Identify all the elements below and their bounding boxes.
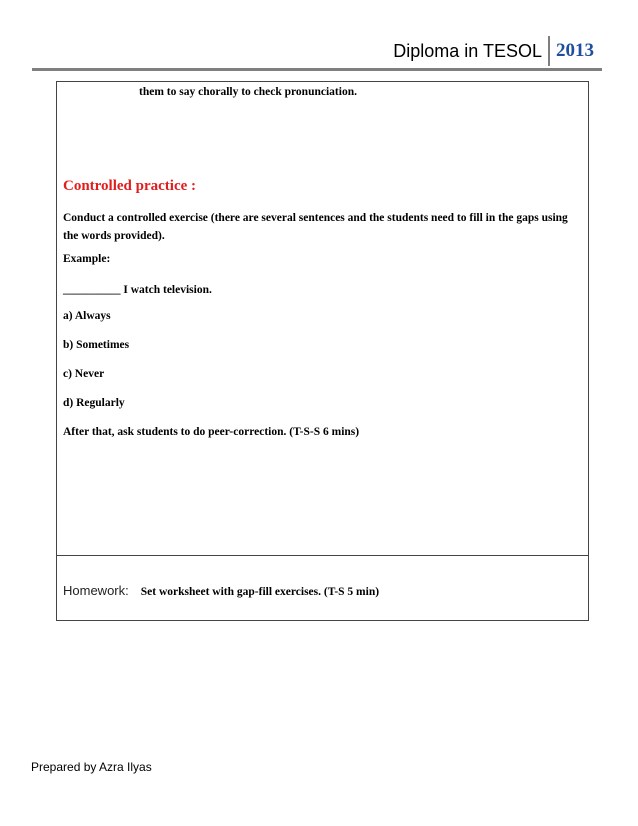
footer-prepared-by: Prepared by Azra Ilyas	[31, 760, 152, 774]
page-header	[393, 36, 594, 66]
pronunciation-line: them to say chorally to check pronunciation.	[139, 86, 357, 98]
option-c: c) Never	[63, 368, 105, 380]
homework-row	[63, 583, 379, 598]
peer-correction-line: After that, ask students to do peer-correction. (T-S-S 6 mins)	[63, 426, 360, 438]
table-row-divider	[57, 555, 588, 556]
conduct-instructions: Conduct a controlled exercise (there are several sentences and the students need to fill in the gaps using the words provided).	[63, 212, 568, 242]
homework-label: Homework:	[63, 583, 129, 598]
homework-text: Set worksheet with gap-fill exercises. (T-S 5 min)	[140, 586, 380, 598]
option-a: a) Always	[63, 310, 111, 322]
gap-fill-sentence: __________ I watch television.	[63, 284, 212, 296]
option-d: d) Regularly	[63, 397, 125, 409]
header-title: Diploma in TESOL	[393, 41, 542, 61]
header-rule	[32, 68, 602, 71]
controlled-practice-heading: Controlled practice :	[63, 178, 197, 194]
example-label: Example:	[63, 253, 111, 265]
header-year: 2013	[556, 40, 594, 61]
lesson-table	[56, 81, 589, 621]
option-b: b) Sometimes	[63, 339, 130, 351]
